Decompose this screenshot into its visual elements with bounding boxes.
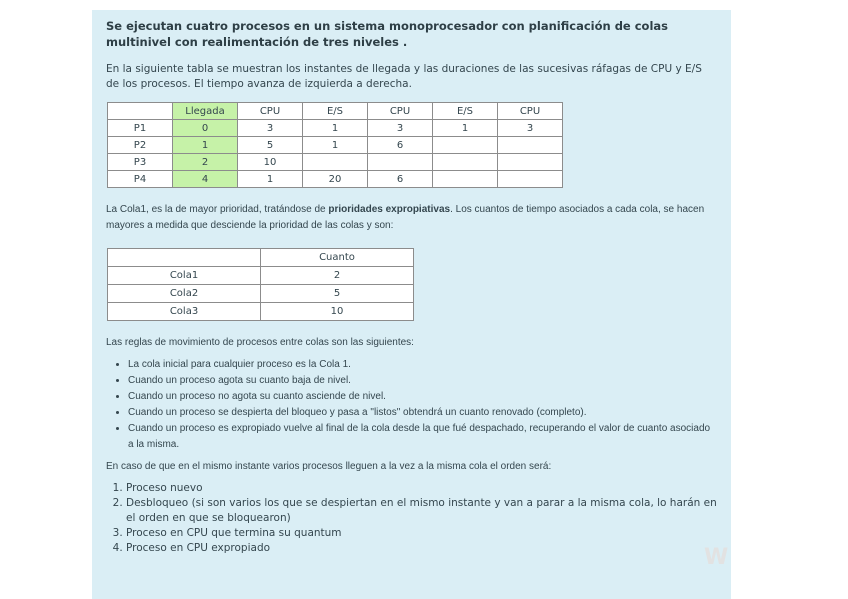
table-row (108, 285, 414, 303)
arrival-cell: 0 (173, 120, 238, 137)
list-item: • Cuando un proceso es expropiado vuelve al final de la cola desde la que fué despachado, recuperando el valor de cuanto asociado a la misma. (128, 421, 717, 453)
list-item: • Cuando un proceso se despierta del bloqueo y pasa a "listos" obtendrá un cuanto renovado (completo). (128, 405, 717, 421)
list-item: 1. Proceso nuevo (126, 481, 717, 496)
process-name-cell: P4 (108, 171, 173, 188)
table-cell: 1 (303, 120, 368, 137)
table-cell (498, 137, 563, 154)
arrival-cell: 4 (173, 171, 238, 188)
list-item: • La cola inicial para cualquier proceso es la Cola 1. (128, 357, 717, 373)
table-cell: 10 (238, 154, 303, 171)
header-cell: E/S (303, 103, 368, 120)
table-header-row (108, 103, 563, 120)
arrival-cell: 1 (173, 137, 238, 154)
header-cell: CPU (498, 103, 563, 120)
table-row (108, 171, 563, 188)
table-cell: 20 (303, 171, 368, 188)
table-cell: 3 (368, 120, 433, 137)
queue-text-bold: prioridades expropiativas (328, 204, 451, 215)
quantum-cell: 10 (261, 303, 414, 321)
table-cell (433, 154, 498, 171)
queue-text-part2: . Los cuantos de tiempo asociados a cada cola, se hacen mayores a medida que desciende la prioridad de las colas y son: (106, 204, 705, 231)
table-cell (433, 137, 498, 154)
list-item: 3. Proceso en CPU que termina su quantum (126, 526, 717, 541)
table-cell (498, 154, 563, 171)
arrival-cell: 2 (173, 154, 238, 171)
problem-title: Se ejecutan cuatro procesos en un sistema monoprocesador con planificación de colas multinivel con realimentación de tres niveles . (106, 19, 669, 49)
process-name-cell: P3 (108, 154, 173, 171)
queue-name-cell: Cola2 (108, 285, 261, 303)
table-cell (303, 154, 368, 171)
table-cell: 6 (368, 171, 433, 188)
table-cell: 1 (303, 137, 368, 154)
list-item: • Cuando un proceso agota su cuanto baja de nivel. (128, 373, 717, 389)
table-cell: 1 (238, 171, 303, 188)
header-cell: CPU (368, 103, 433, 120)
queue-description (106, 202, 717, 234)
header-cell (108, 103, 173, 120)
quantum-cell: 5 (261, 285, 414, 303)
list-item: 2. Desbloqueo (si son varios los que se despiertan en el mismo instante y van a parar a la misma cola, lo harán en el orden en que se bloquearon) (126, 496, 717, 526)
header-cell-llegada: Llegada (173, 103, 238, 120)
watermark-logo: W (704, 545, 726, 570)
quantum-table (107, 248, 414, 321)
table-cell: 1 (433, 120, 498, 137)
queue-name-cell: Cola3 (108, 303, 261, 321)
table-header-row (108, 249, 414, 267)
quantum-cell: 2 (261, 267, 414, 285)
table-row (108, 267, 414, 285)
table-cell: 5 (238, 137, 303, 154)
table-cell (498, 171, 563, 188)
table-cell: 6 (368, 137, 433, 154)
table-cell (433, 171, 498, 188)
process-name-cell: P1 (108, 120, 173, 137)
table-row (108, 120, 563, 137)
table-cell: 3 (238, 120, 303, 137)
list-item: • Cuando un proceso no agota su cuanto asciende de nivel. (128, 389, 717, 405)
order-intro: En caso de que en el mismo instante varios procesos lleguen a la vez a la misma cola el orden será: (106, 461, 552, 472)
process-name-cell: P2 (108, 137, 173, 154)
header-cell: E/S (433, 103, 498, 120)
rules-intro: Las reglas de movimiento de procesos entre colas son las siguientes: (106, 337, 414, 348)
rules-list (106, 357, 717, 453)
intro-paragraph: En la siguiente tabla se muestran los instantes de llegada y las duraciones de las sucesivas ráfagas de CPU y E/S de los procesos. El tiempo avanza de izquierda a derecha. (106, 63, 702, 90)
table-row (108, 303, 414, 321)
header-cell (108, 249, 261, 267)
header-cell-cuanto: Cuanto (261, 249, 414, 267)
table-cell (368, 154, 433, 171)
process-table (107, 102, 563, 188)
queue-text-part1: La Cola1, es la de mayor prioridad, tratándose de (106, 204, 329, 215)
order-list (106, 481, 717, 556)
table-row (108, 154, 563, 171)
queue-name-cell: Cola1 (108, 267, 261, 285)
content-panel (92, 10, 731, 599)
table-cell: 3 (498, 120, 563, 137)
table-row (108, 137, 563, 154)
header-cell: CPU (238, 103, 303, 120)
list-item: 4. Proceso en CPU expropiado (126, 541, 717, 556)
